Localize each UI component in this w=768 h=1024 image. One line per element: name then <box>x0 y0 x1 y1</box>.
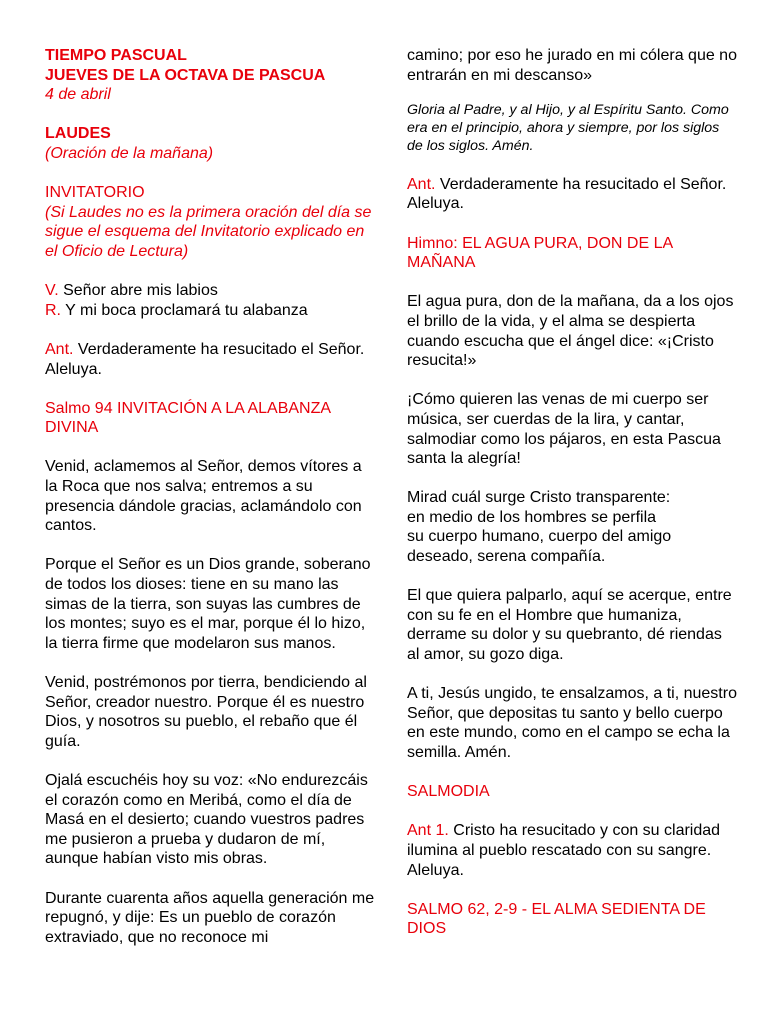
left-column <box>45 0 375 947</box>
versicle-line <box>45 281 375 301</box>
hymn-stanza-3-line: en medio de los hombres se perfila <box>407 508 657 526</box>
antiphon-line <box>45 340 375 379</box>
gloria-patri: Gloria al Padre, y al Hijo, y al Espíritu Santo. Como era en el principio, ahora y siempre, por los siglos de los siglos. Amén. <box>407 102 729 155</box>
response-text: Y mi boca proclamará tu alabanza <box>61 301 308 319</box>
psalm-continuation: camino; por eso he jurado en mi cólera que no entrarán en mi descanso» <box>407 47 737 84</box>
hymn-stanza-3-line: deseado, serena compañía. <box>407 548 606 566</box>
laudes-heading: LAUDES <box>45 125 111 143</box>
hymn-title: Himno: EL AGUA PURA, DON DE LA MAÑANA <box>407 234 673 272</box>
right-column <box>407 0 737 939</box>
psalm-title: Salmo 94 INVITACIÓN A LA ALABANZA DIVINA <box>45 399 331 437</box>
response-label: R. <box>45 301 61 319</box>
antiphon-repeat-label: Ant. <box>407 175 436 193</box>
psalm-stanza-4: Ojalá escuchéis hoy su voz: «No endurezcáis el corazón como en Meribá, como el día de Masá en el desierto; cuando vuestros padres me pusieron a prueba y dudaron de mí, aunque habían visto mis obras. <box>45 771 368 868</box>
date-label: 4 de abril <box>45 86 111 104</box>
invitatorio-note: (Si Laudes no es la primera oración del día se sigue el esquema del Invitatorio explicado en el Oficio de Lectura) <box>45 203 372 260</box>
laudes-subtitle: (Oración de la mañana) <box>45 144 214 162</box>
hymn-stanza-3-line: Mirad cuál surge Cristo transparente: <box>407 489 671 507</box>
hymn-stanza-4: El que quiera palparlo, aquí se acerque, entre con su fe en el Hombre que humaniza, derrame su dolor y su quebranto, dé riendas al amor, su gozo diga. <box>407 587 732 664</box>
psalm-stanza-5: Durante cuarenta años aquella generación me repugnó, y dije: Es un pueblo de corazón extraviado, que no reconoce mi <box>45 889 375 946</box>
season-heading: TIEMPO PASCUAL <box>45 47 187 64</box>
hymn-stanza-1: El agua pura, don de la mañana, da a los ojos el brillo de la vida, y el alma se despierta cuando escucha que el ángel dice: «¡Cristo resucita!» <box>407 293 734 370</box>
hymn-stanza-3-line: su cuerpo humano, cuerpo del amigo <box>407 528 672 546</box>
response-line <box>45 301 375 321</box>
antiphon-repeat-line <box>407 175 737 214</box>
antiphon-text: Verdaderamente ha resucitado el Señor. Aleluya. <box>45 340 365 378</box>
antiphon-1-line <box>407 821 737 880</box>
hymn-stanza-2: ¡Cómo quieren las venas de mi cuerpo ser música, ser cuerdas de la lira, y cantar, salmodiar como los pájaros, en esta Pascua santa la alegría! <box>407 391 721 468</box>
invitatorio-heading: INVITATORIO <box>45 184 145 202</box>
psalm-stanza-3: Venid, postrémonos por tierra, bendiciendo al Señor, creador nuestro. Porque él es nuestro Dios, y nosotros su pueblo, el rebaño que él guía. <box>45 674 367 750</box>
antiphon-repeat-text: Verdaderamente ha resucitado el Señor. Aleluya. <box>407 175 727 213</box>
psalm-stanza-2: Porque el Señor es un Dios grande, soberano de todos los dioses: tiene en su mano las simas de la tierra, son suyas las cumbres de los montes; suyo es el mar, porque él lo hizo, la tierra firme que modelaron sus manos. <box>45 556 371 652</box>
hymn-stanza-5: A ti, Jesús ungido, te ensalzamos, a ti, nuestro Señor, que depositas tu santo y bello cuerpo en este mundo, como en el campo se echa la semilla. Amén. <box>407 685 737 761</box>
antiphon-1-label: Ant 1. <box>407 822 449 840</box>
antiphon-label: Ant. <box>45 340 74 358</box>
versicle-text: Señor abre mis labios <box>58 282 218 300</box>
psalm-62-title: SALMO 62, 2-9 - EL ALMA SEDIENTA DE DIOS <box>407 900 706 938</box>
day-heading: JUEVES DE LA OCTAVA DE PASCUA <box>45 66 326 84</box>
psalm-stanza-1: Venid, aclamemos al Señor, demos vítores a la Roca que nos salva; entremos a su presencia dándole gracias, aclamándolo con cantos. <box>45 458 362 535</box>
hymn-stanza-3 <box>407 488 737 566</box>
salmodia-heading: SALMODIA <box>407 783 490 801</box>
versicle-label: V. <box>45 282 59 300</box>
antiphon-1-text: Cristo ha resucitado y con su claridad ilumina al pueblo rescatado con su sangre. Aleluya. <box>407 822 721 879</box>
